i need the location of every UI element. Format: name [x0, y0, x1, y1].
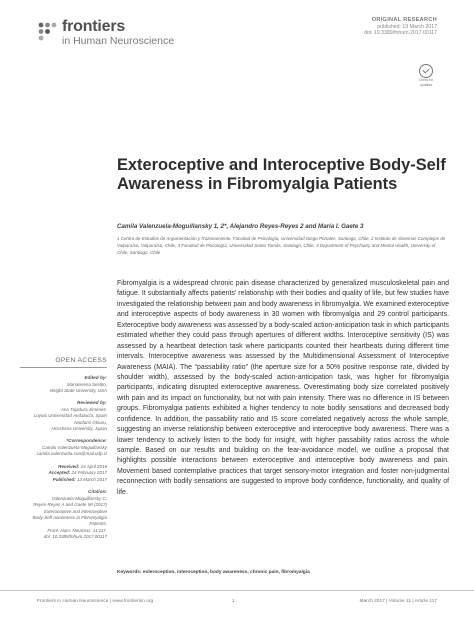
- citation-line: Patients.: [89, 521, 107, 527]
- article-meta-header: [364, 17, 437, 37]
- published-label: Published:: [52, 476, 76, 482]
- logo-name: frontiers: [62, 18, 126, 35]
- article-info-sidebar: [20, 357, 107, 546]
- reviewer-affiliation: Hiroshima University, Japan: [51, 426, 107, 432]
- article-type: ORIGINAL RESEARCH: [371, 17, 437, 23]
- reviewer-name: Naofumi Otsuru,: [74, 419, 107, 425]
- reviewed-by-section: [20, 400, 107, 432]
- editor-affiliation: Wright State University, USA: [49, 387, 107, 393]
- citation-heading: Citation:: [87, 489, 107, 495]
- reviewer-name: Ana Tajadura-Jiménez,: [60, 406, 107, 412]
- affiliations: 1 Centro de Estudios de Argumentación y Razonamiento, Facultad de Psicología, Universidad Diego Portales, Santiago, Chile, 2 Instituto de Sistemas Complejos de Valparaíso, Valparaíso, Chile, 3 Facultad de Psicología, Universidad Santo Tomás, Santiago, Chile, 3 Department of Psychiatry and Mental Health, University of Chile, Santiago, Chile: [117, 236, 446, 255]
- open-access-label: OPEN ACCESS: [55, 357, 107, 364]
- abstract-text: Fibromyalgia is a widespread chronic pain disease characterized by generalized musculoskeletal pain and fatigue. It substantially affects patients’ relationship with their bodies and quality of life, but few studies have investigated the relationship between pain and body awareness in fibromyalgia. We examined exteroceptive and interoceptive aspects of body awareness in 30 women with fibromyalgia and 29 control participants. Exteroceptive body awareness was assessed by a body-scaled action-anticipation task in which participants estimated whether they could pass through apertures of different widths. Interoceptive sensitivity (IS) was assessed by a heartbeat detection task where participants counted their heartbeats during different time intervals. Interoceptive awareness was assessed by the Multidimensional Assessment of Interoceptive Awareness (MAIA). The “passability ratio” (the aperture size for a 50% positive response rate, divided by shoulder width), assessed by the body-scaled action-anticipation task, was higher for fibromyalgia participants, indicating disrupted exteroceptive awareness. Overestimating body size correlated positively with pain and its impact on functionality, but not with pain intensity. There was no difference in IS between groups. Fibromyalgia patients exhibited a higher tendency to note bodily sensations and decreased body confidence. In addition, the passability ratio and IS score correlated negatively across the whole sample, suggesting an inverse relationship between exteroceptive and interoceptive body awareness. There was a lower tendency to actively listen to the body for insight, with higher passability ratios across the whole sample. Based on our results and building on the fear-avoidance model, we outline a proposal that highlights possible interactions between exteroceptive and interoceptive body awareness and pain. Movement based contemplative practices that target sensory-motor integration and foster non-judgmental reconnection with bodily sensations are suggested to improve body confidence, functionality, and quality of life.: [117, 280, 449, 496]
- author-list: Camila Valenzuela-Moguillansky 1, 2*, Alejandro Reyes-Reyes 2 and María I. Gaete 3: [117, 223, 364, 230]
- citation-doi[interactable]: doi: 10.3389/fnhum.2017.00117: [43, 534, 107, 540]
- published-date: published: 13 March 2017: [377, 23, 437, 30]
- badge-label-line2: updates: [419, 82, 433, 87]
- editor-name: Mariateresa Sestito,: [66, 381, 107, 387]
- keywords-text: exteroception, interoception, body awareness, chronic pain, fibromyalgia: [142, 570, 310, 575]
- logo-journal-name: in Human Neuroscience: [62, 35, 175, 47]
- accepted-date: 24 February 2017: [71, 470, 107, 476]
- citation-line: Body-Self Awareness in Fibromyalgia: [32, 514, 107, 520]
- check-for-updates-icon: [419, 64, 433, 78]
- journal-logo: [37, 19, 174, 47]
- published-row: [20, 477, 107, 484]
- edited-by-heading: Edited by:: [84, 375, 107, 380]
- citation-line: Reyes-Reyes A and Gaete MI (2017): [33, 502, 107, 508]
- divider: [20, 367, 107, 368]
- footer-divider: [0, 590, 474, 591]
- page-number: 1: [232, 599, 235, 604]
- footer-journal[interactable]: Frontiers in Human Neuroscience | www.frontiersin.org: [37, 599, 154, 604]
- article-dates: [20, 464, 107, 484]
- correspondence-section: [20, 438, 107, 457]
- citation-line: Valenzuela-Moguillansky C,: [51, 495, 107, 501]
- correspondence-heading: *Correspondence:: [66, 438, 107, 444]
- frontiers-dots-icon: [37, 21, 58, 42]
- accepted-label: Accepted:: [48, 470, 71, 476]
- reviewer-affiliation: Loyola Universidad Andalucía, Spain: [33, 413, 107, 419]
- citation-line: Front. Hum. Neurosci. 11:117.: [47, 527, 107, 533]
- received-label: Received:: [58, 463, 80, 469]
- footer-issue: March 2017 | Volume 11 | Article 117: [359, 599, 437, 604]
- correspondent-email[interactable]: camila.valenzuela.cea@mail.udp.cl: [36, 451, 107, 457]
- check-for-updates-badge[interactable]: [415, 64, 437, 88]
- doi-link[interactable]: doi: 10.3389/fnhum.2017.00117: [364, 30, 437, 37]
- citation-section: [20, 489, 107, 540]
- article-title: Exteroceptive and Interoceptive Body-Self Awareness in Fibromyalgia Patients: [117, 156, 446, 193]
- keywords-label: Keywords:: [117, 570, 142, 575]
- citation-line: Exteroceptive and Interoceptive: [43, 508, 107, 514]
- correspondent-name: Camila Valenzuela-Moguillansky: [42, 444, 107, 450]
- badge-label-line1: Check for: [418, 78, 434, 82]
- received-date: 14 April 2016: [80, 463, 107, 469]
- edited-by-section: [20, 375, 107, 394]
- reviewed-by-heading: Reviewed by:: [77, 400, 107, 406]
- keywords-line: [117, 570, 447, 575]
- published-date-sidebar: 13 March 2017: [76, 476, 107, 482]
